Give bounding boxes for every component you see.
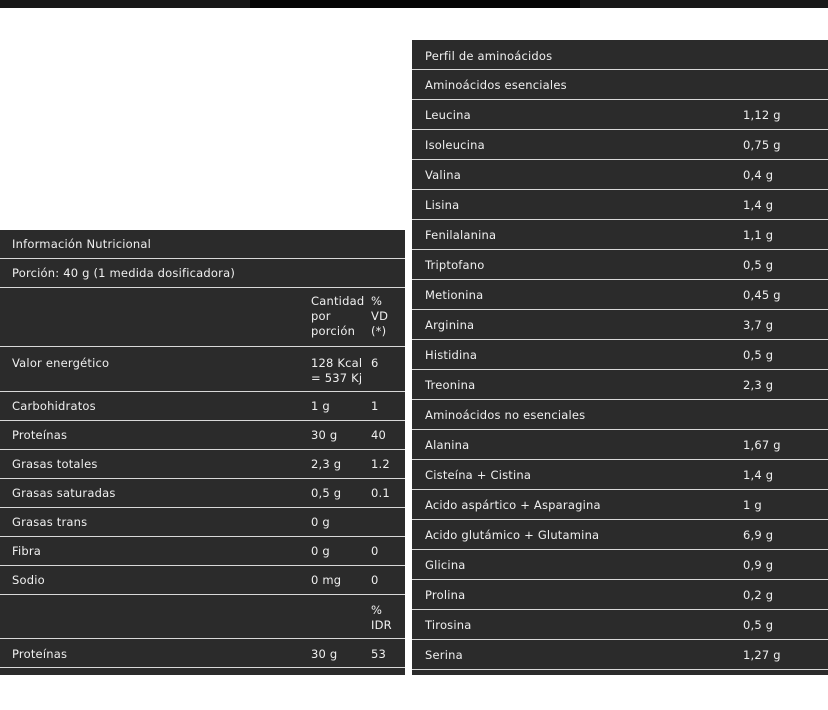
table-row — [0, 392, 405, 421]
nutrient-vd: 0.1 — [371, 486, 390, 500]
list-item — [412, 340, 828, 370]
list-item — [412, 160, 828, 190]
nutrient-idr: 53 — [371, 647, 387, 661]
amino-value: 2,3 g — [743, 378, 774, 392]
vd-column-header: % VD (*) — [371, 294, 389, 338]
nutrient-amount: 0,5 g — [311, 486, 342, 500]
essential-heading-row — [412, 70, 828, 100]
amino-name: Metionina — [425, 288, 484, 302]
amino-name: Isoleucina — [425, 138, 485, 152]
amino-name: Triptofano — [425, 258, 485, 272]
amino-value: 1,27 g — [743, 648, 781, 662]
table-row — [0, 508, 405, 537]
amino-title: Perfil de aminoácidos — [425, 49, 553, 63]
list-item — [412, 130, 828, 160]
amino-name: Cisteína + Cistina — [425, 468, 532, 482]
nutrient-amount: 30 g — [311, 647, 338, 661]
amino-name: Fenilalanina — [425, 228, 497, 242]
amino-value: 0,75 g — [743, 138, 781, 152]
nutrient-amount: 0 g — [311, 515, 330, 529]
amino-name: Treonina — [425, 378, 476, 392]
list-item — [412, 520, 828, 550]
list-item — [412, 370, 828, 400]
nutrient-amount: 0 mg — [311, 573, 342, 587]
amino-value: 0,9 g — [743, 558, 774, 572]
amino-value: 0,45 g — [743, 288, 781, 302]
amino-name: Valina — [425, 168, 461, 182]
nutrient-label: Valor energético — [12, 356, 110, 370]
amino-name: Prolina — [425, 588, 466, 602]
list-item — [412, 580, 828, 610]
amino-name: Alanina — [425, 438, 470, 452]
amino-value: 3,7 g — [743, 318, 774, 332]
amino-value: 0,5 g — [743, 618, 774, 632]
amino-value: 1,4 g — [743, 198, 774, 212]
amino-value: 6,9 g — [743, 528, 774, 542]
nutrient-label: Sodio — [12, 573, 45, 587]
amino-name: Glicina — [425, 558, 466, 572]
top-banner-strip — [0, 0, 828, 8]
nutrient-label: Carbohidratos — [12, 399, 96, 413]
amino-acid-profile-table — [412, 40, 828, 675]
amino-value: 0,5 g — [743, 348, 774, 362]
table-row — [0, 450, 405, 479]
amino-value: 0,5 g — [743, 258, 774, 272]
nutrient-label: Grasas totales — [12, 457, 98, 471]
list-item — [412, 490, 828, 520]
nutrient-label: Proteínas — [12, 647, 68, 661]
nonessential-heading-row — [412, 400, 828, 430]
list-item — [412, 460, 828, 490]
nutrient-amount: 0 g — [311, 544, 330, 558]
list-item — [412, 610, 828, 640]
amino-name: Lisina — [425, 198, 460, 212]
amino-value: 0,2 g — [743, 588, 774, 602]
nutrient-amount: 30 g — [311, 428, 338, 442]
nutrient-vd: 6 — [371, 356, 379, 370]
amino-name: Tirosina — [425, 618, 472, 632]
list-item — [412, 100, 828, 130]
table-row — [0, 479, 405, 508]
nutrient-amount: 1 g — [311, 399, 330, 413]
amino-value: 0,4 g — [743, 168, 774, 182]
amino-name: Acido aspártico + Asparagina — [425, 498, 601, 512]
list-item — [412, 310, 828, 340]
list-item — [412, 190, 828, 220]
top-banner-center — [250, 0, 580, 8]
amino-value: 1,67 g — [743, 438, 781, 452]
amino-name: Leucina — [425, 108, 471, 122]
nutrient-label: Grasas saturadas — [12, 486, 116, 500]
table-row — [0, 537, 405, 566]
portion-text: Porción: 40 g (1 medida dosificadora) — [12, 266, 236, 280]
nutrient-label: Proteínas — [12, 428, 68, 442]
amino-name: Acido glutámico + Glutamina — [425, 528, 600, 542]
nutrient-vd: 0 — [371, 573, 379, 587]
amount-column-header: Cantidad por porción — [311, 294, 365, 338]
amino-name: Serina — [425, 648, 463, 662]
nutrient-vd: 40 — [371, 428, 387, 442]
nutrient-vd: 0 — [371, 544, 379, 558]
nutrition-header-row — [0, 288, 405, 347]
amino-value: 1,1 g — [743, 228, 774, 242]
nutrition-title: Información Nutricional — [12, 237, 152, 251]
nutrient-amount: 128 Kcal = 537 Kj — [311, 356, 363, 385]
list-item — [412, 280, 828, 310]
nutrient-amount: 2,3 g — [311, 457, 342, 471]
essential-heading: Aminoácidos esenciales — [425, 78, 567, 92]
nutrition-facts-table — [0, 230, 405, 675]
amino-name: Histidina — [425, 348, 478, 362]
portion-row — [0, 259, 405, 288]
amino-value: 1 g — [743, 498, 762, 512]
amino-name: Arginina — [425, 318, 475, 332]
list-item — [412, 430, 828, 460]
table-row — [0, 566, 405, 595]
nutrient-vd: 1 — [371, 399, 379, 413]
nutrition-title-row — [0, 230, 405, 259]
list-item — [412, 550, 828, 580]
nutrient-vd: 1.2 — [371, 457, 390, 471]
amino-value: 1,4 g — [743, 468, 774, 482]
amino-value: 1,12 g — [743, 108, 781, 122]
table-row — [0, 421, 405, 450]
nonessential-heading: Aminoácidos no esenciales — [425, 408, 586, 422]
list-item — [412, 640, 828, 670]
idr-column-header: % IDR — [371, 603, 392, 632]
list-item — [412, 220, 828, 250]
list-item — [412, 250, 828, 280]
idr-row — [0, 639, 405, 668]
amino-title-row — [412, 40, 828, 70]
nutrient-label: Fibra — [12, 544, 42, 558]
idr-header-row — [0, 595, 405, 639]
nutrient-label: Grasas trans — [12, 515, 88, 529]
table-row — [0, 347, 405, 392]
